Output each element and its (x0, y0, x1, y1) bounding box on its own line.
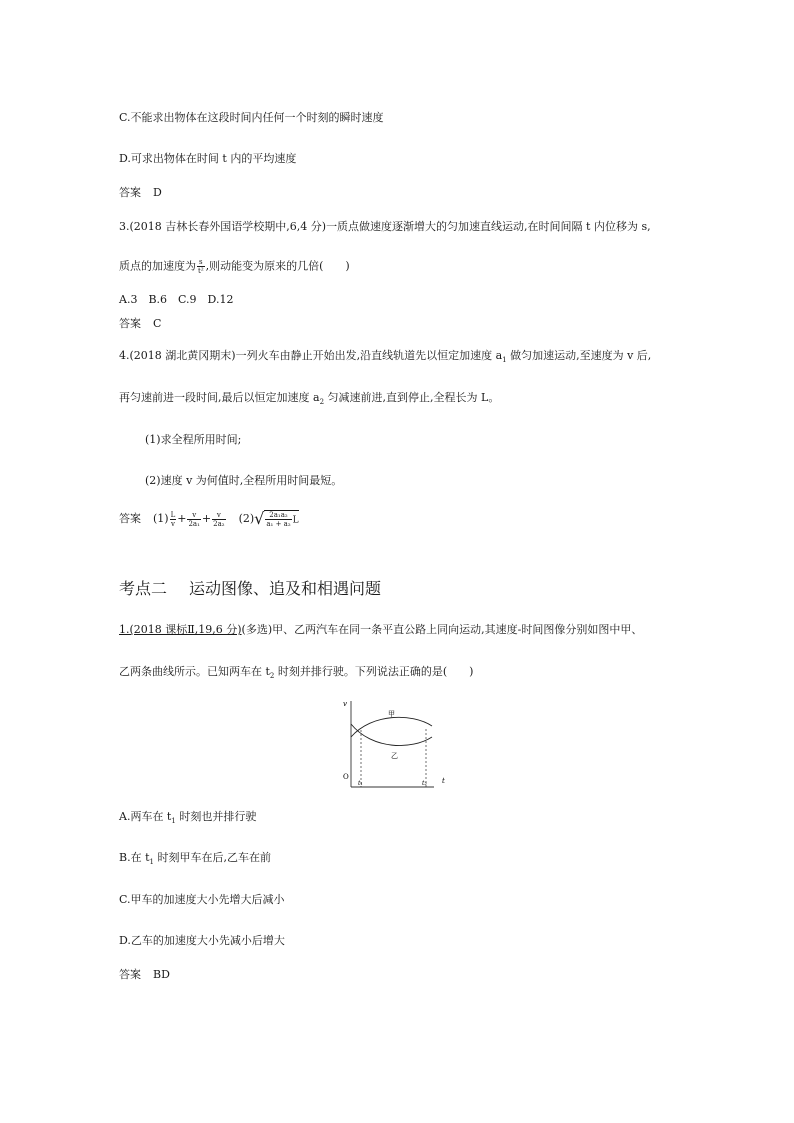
plus-sign: + (201, 512, 212, 525)
stem-text: 一质点做速度逐渐增大的匀加速直线运动,在时间间隔 t 内位移为 s, (326, 220, 651, 233)
question-source: (2018 湖北黄冈期末) (129, 349, 236, 362)
curve-yi-label: 乙 (391, 752, 398, 760)
square-root (254, 510, 298, 528)
option-text: A.两车在 t (119, 810, 172, 823)
answer-label: 答案 (119, 968, 141, 981)
plus-sign: + (177, 512, 187, 525)
stem-text: 一列火车由静止开始出发,沿直线轨道先以恒定加速度 a (235, 349, 503, 362)
answer-label: 答案 (119, 317, 141, 330)
radicand-suffix: L (292, 515, 299, 526)
question-source: (2018 吉林长春外国语学校期中,6,4 分) (129, 220, 327, 233)
q1-option-d: D.乙车的加速度大小先减小后增大 (119, 934, 285, 947)
answer-fraction (212, 511, 225, 528)
stem-text: ,则动能变为原来的几倍( ) (205, 259, 350, 273)
question-number: 1. (119, 623, 130, 636)
t2-label: t₂ (422, 780, 427, 787)
subscript: 1 (171, 817, 176, 826)
q4-part2: (2)速度 v 为何值时,全程所用时间最短。 (145, 474, 343, 487)
velocity-time-figure (332, 695, 452, 795)
q4-stem-line2 (119, 391, 499, 405)
q4-part1: (1)求全程所用时间; (145, 433, 242, 446)
option-text: 时刻甲车在后,乙车在前 (153, 851, 271, 864)
subscript: 1 (149, 858, 154, 867)
q3-options: A.3 B.6 C.9 D.12 (119, 293, 234, 306)
curve-yi (351, 724, 432, 746)
stem-text: (多选)甲、乙两汽车在同一条平直公路上同向运动,其速度-时间图像分别如图中甲、 (241, 623, 643, 636)
fraction-denominator: v (170, 519, 175, 528)
t1-label: t₁ (358, 780, 363, 787)
option-text: 时刻也并排行驶 (175, 810, 257, 823)
q2-answer (119, 186, 162, 200)
subscript: 1 (502, 356, 507, 365)
curve-jia-label: 甲 (388, 710, 395, 718)
question-number: 3. (119, 220, 130, 233)
section-title: 考点二 (119, 579, 168, 598)
answer-value: BD (153, 968, 170, 981)
x-axis-label: t (442, 777, 445, 785)
answer-fraction (170, 511, 177, 528)
fraction-denominator: 2a₁ (188, 519, 200, 528)
question-number: 4. (119, 349, 130, 362)
fraction-denominator: a₁ + a₂ (266, 520, 291, 528)
answer-label: 答案 (119, 512, 141, 525)
q2-option-c: C.不能求出物体在这段时间内任何一个时刻的瞬时速度 (119, 111, 384, 124)
acceleration-fraction (197, 258, 205, 275)
fraction-numerator: v (216, 510, 221, 519)
q1-option-c: C.甲车的加速度大小先增大后减小 (119, 893, 285, 906)
q2-option-d: D.可求出物体在时间 t 内的平均速度 (119, 152, 297, 165)
answer-part-label: (1) (153, 512, 169, 525)
stem-text: 质点的加速度为 (119, 259, 196, 273)
answer-part-label: (2) (238, 512, 255, 525)
radical-sign-icon: √ (254, 509, 265, 528)
radicand (264, 510, 298, 528)
answer-value: C (153, 317, 162, 330)
stem-text: 匀减速前进,直到停止,全程长为 L。 (324, 391, 500, 404)
q4-stem-line1 (119, 349, 651, 363)
q4-answer (119, 510, 299, 528)
q1-stem-line1 (119, 623, 642, 637)
fraction-numerator: L (170, 510, 176, 519)
option-text: B.在 t (119, 851, 150, 864)
answer-value: D (153, 186, 162, 199)
question-source: (2018 课标Ⅱ,19,6 分) (129, 623, 242, 636)
stem-text: 乙两条曲线所示。已知两车在 t (119, 665, 270, 678)
q1-stem-line2 (119, 665, 473, 679)
section-subtitle: 运动图像、追及和相遇问题 (189, 579, 382, 598)
subscript: 2 (319, 398, 325, 407)
subscript: 2 (269, 672, 275, 681)
fraction-denominator: 2a₂ (213, 519, 225, 528)
stem-text: 时刻并排行驶。下列说法正确的是( ) (274, 665, 474, 678)
q1-option-a (119, 810, 256, 824)
q1-option-b (119, 851, 271, 865)
q3-answer (119, 317, 161, 331)
answer-fraction (187, 511, 200, 528)
answer-fraction (265, 511, 291, 528)
fraction-denominator: t² (198, 267, 204, 275)
q3-stem-line1 (119, 220, 651, 234)
stem-text: 做匀加速运动,至速度为 v 后, (506, 349, 652, 362)
fraction-numerator: v (192, 510, 197, 519)
origin-label: O (343, 773, 349, 781)
answer-label: 答案 (119, 186, 141, 199)
stem-text: 再匀速前进一段时间,最后以恒定加速度 a (119, 391, 320, 404)
section-heading (119, 578, 381, 600)
curve-jia (351, 717, 432, 737)
q1-answer (119, 968, 170, 982)
fraction-numerator: s (199, 258, 203, 266)
fraction-numerator: 2a₁a₂ (269, 511, 288, 519)
q3-stem-line2 (119, 258, 350, 275)
y-axis-label: v (343, 700, 347, 708)
